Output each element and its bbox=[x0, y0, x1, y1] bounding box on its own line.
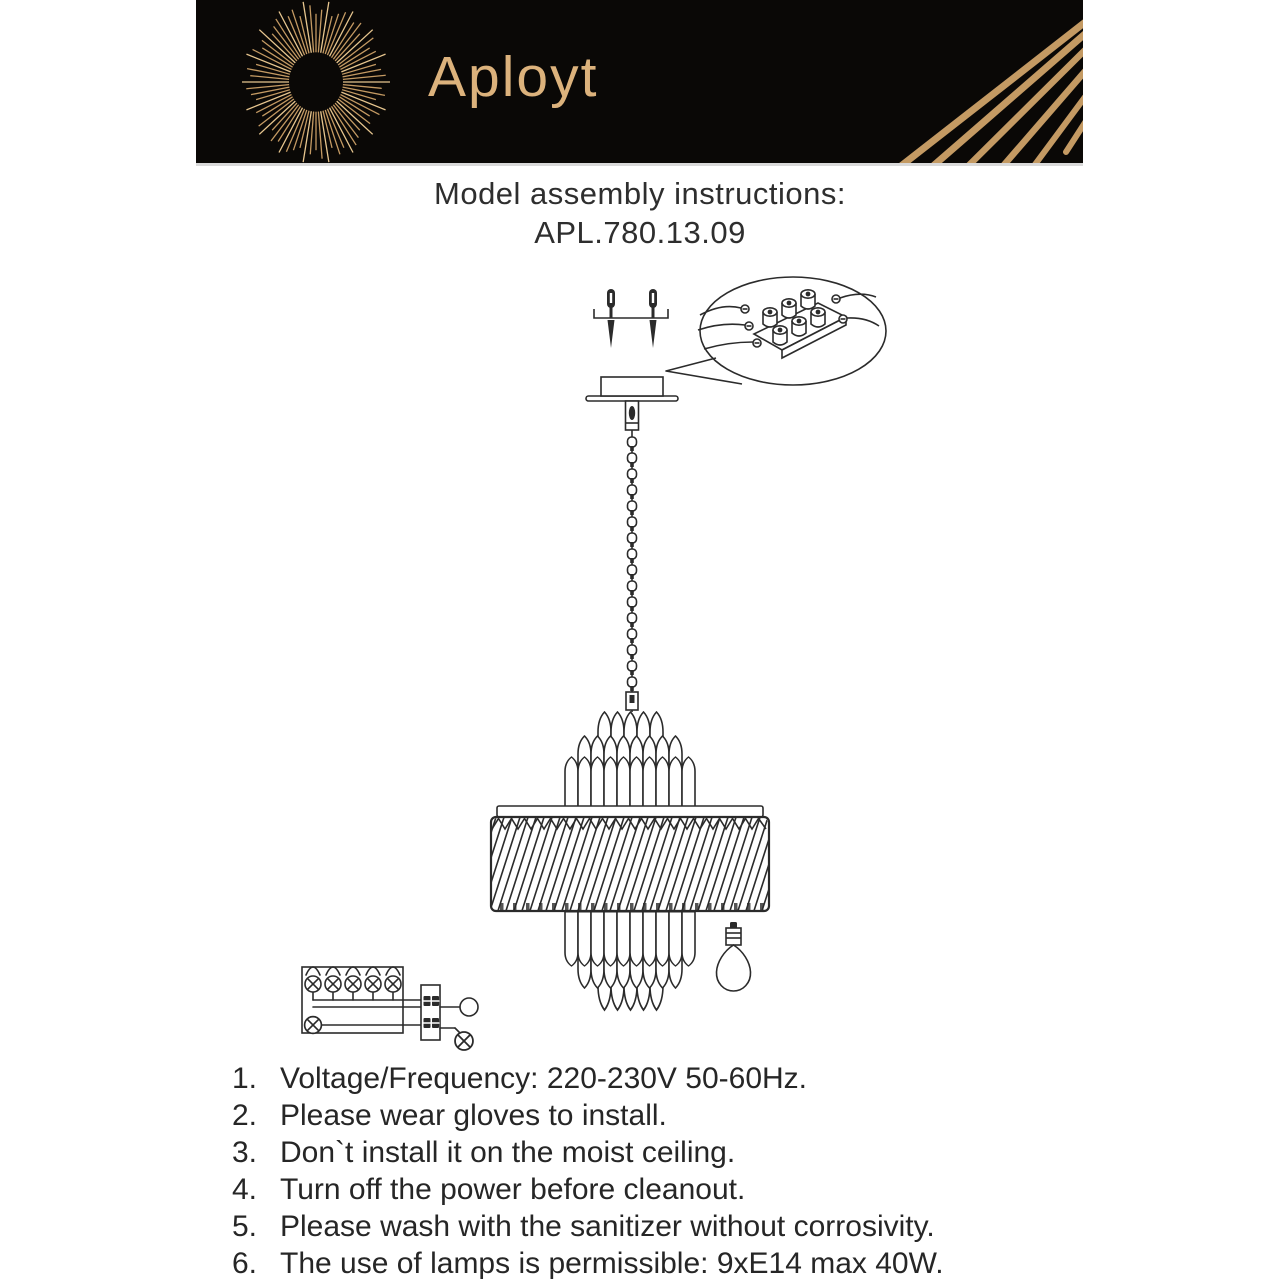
item-text: Don`t install it on the moist ceiling. bbox=[280, 1136, 736, 1169]
terminal-block-callout-icon bbox=[666, 277, 886, 385]
item-number: 6. bbox=[232, 1247, 258, 1280]
banner-art bbox=[196, 0, 1083, 163]
assembly-diagram bbox=[290, 275, 890, 1065]
title-block bbox=[0, 174, 1280, 252]
header-banner bbox=[196, 0, 1083, 166]
shade-rim bbox=[497, 806, 763, 817]
item-text: Please wash with the sanitizer without corrosivity. bbox=[280, 1210, 935, 1243]
suspension-chain bbox=[626, 430, 638, 712]
power-source-symbol bbox=[460, 998, 478, 1016]
title-line2: APL.780.13.09 bbox=[534, 215, 746, 250]
instructions-list bbox=[228, 1060, 1078, 1280]
instruction-item bbox=[228, 1097, 1078, 1134]
instruction-item bbox=[228, 1208, 1078, 1245]
item-number: 4. bbox=[232, 1173, 258, 1206]
title-line1: Model assembly instructions: bbox=[434, 176, 846, 211]
instruction-item bbox=[228, 1171, 1078, 1208]
item-number: 3. bbox=[232, 1136, 258, 1169]
mounting-bracket bbox=[594, 289, 668, 348]
item-text: Voltage/Frequency: 220-230V 50-60Hz. bbox=[280, 1062, 808, 1095]
upper-crystal-tiers bbox=[565, 712, 695, 815]
item-text: Please wear gloves to install. bbox=[280, 1099, 667, 1132]
ceiling-canopy bbox=[586, 377, 678, 430]
brand-name: Aployt bbox=[428, 45, 599, 109]
item-number: 2. bbox=[232, 1099, 258, 1132]
lower-crystal-tiers bbox=[565, 912, 695, 1010]
candle-bulb-icon bbox=[716, 922, 750, 991]
item-number: 5. bbox=[232, 1210, 258, 1243]
fan-rays-icon bbox=[851, 0, 1083, 163]
drum-shade bbox=[456, 811, 818, 917]
instruction-item bbox=[228, 1134, 1078, 1171]
item-text: The use of lamps is permissible: 9xE14 max 40W. bbox=[280, 1247, 944, 1280]
instruction-item bbox=[228, 1245, 1078, 1280]
starburst-logo-icon bbox=[242, 2, 390, 162]
instruction-item bbox=[228, 1060, 1078, 1097]
item-number: 1. bbox=[232, 1062, 258, 1095]
item-text: Turn off the power before cleanout. bbox=[280, 1173, 746, 1206]
